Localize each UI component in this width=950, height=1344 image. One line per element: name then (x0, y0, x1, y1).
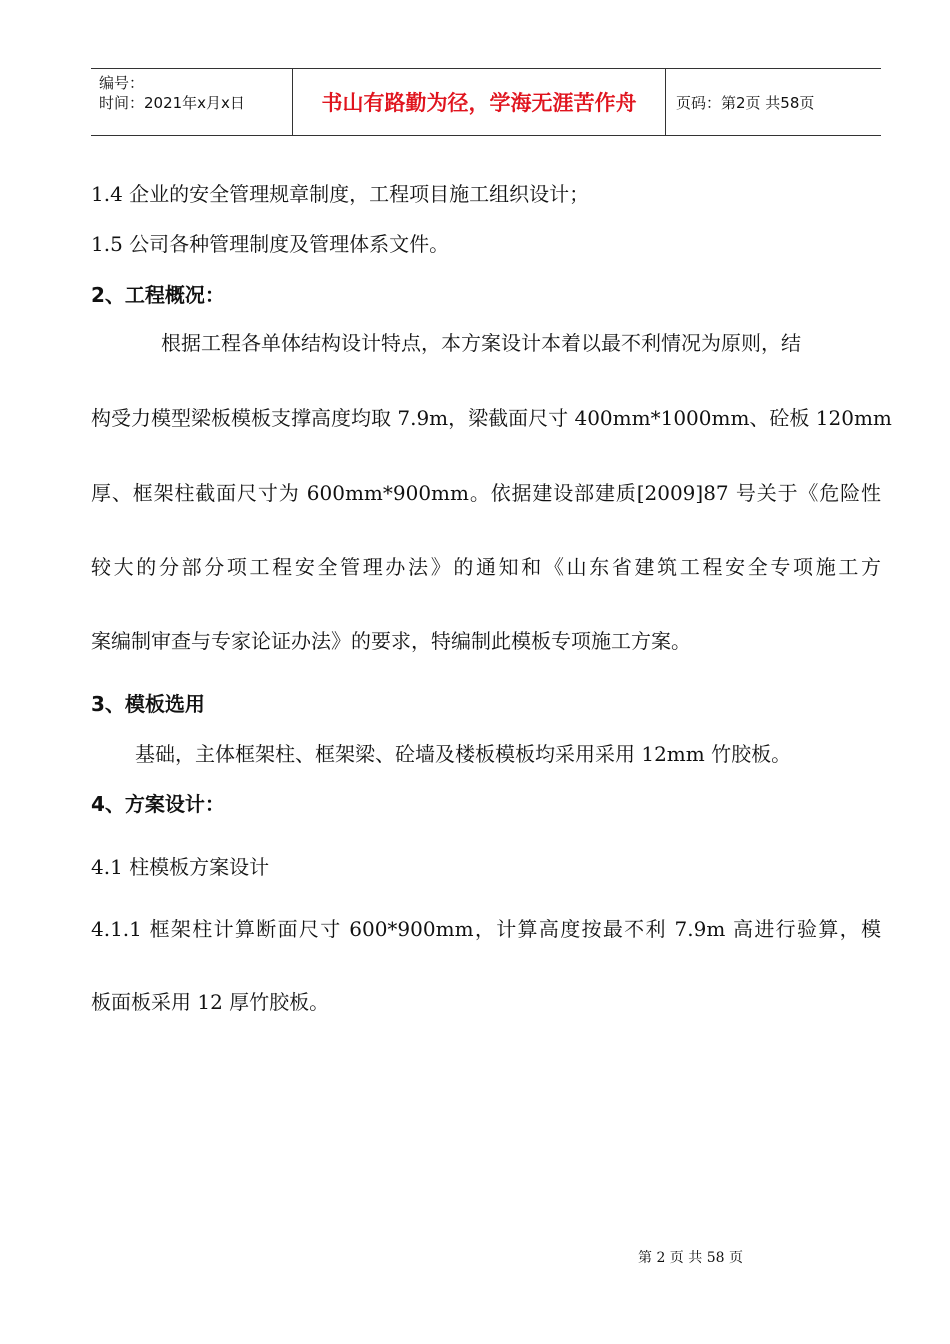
paragraph-line-1: 根据工程各单体结构设计特点，本方案设计本着以最不利情况为原则，结 (161, 331, 801, 355)
line-1-4: 1.4 企业的安全管理规章制度，工程项目施工组织设计； (91, 182, 590, 206)
heading-section-3: 3、模板选用 (91, 692, 205, 716)
paragraph-line-8: 板面板采用 12 厚竹胶板。 (91, 990, 330, 1014)
line-1-5: 1.5 公司各种管理制度及管理体系文件。 (91, 232, 450, 256)
subheading-4-1: 4.1 柱模板方案设计 (91, 855, 270, 879)
header-meta (91, 69, 293, 135)
paragraph-line-2: 构受力模型梁板模板支撑高度均取 7.9m，梁截面尺寸 400mm*1000mm、砼板 120mm (91, 406, 892, 430)
page-footer: 第 2 页 共 58 页 (638, 1250, 743, 1266)
paragraph-line-6: 基础，主体框架柱、框架梁、砼墙及楼板模板均采用采用 12mm 竹胶板。 (135, 742, 792, 766)
heading-section-4: 4、方案设计： (91, 792, 225, 816)
paragraph-line-3: 厚、框架柱截面尺寸为 600mm*900mm。依据建设部建质[2009]87 号关于《危险性 (91, 481, 881, 505)
header-date-label: 时间：2021年x月x日 (99, 94, 245, 112)
paragraph-line-7: 4.1.1 框架柱计算断面尺寸 600*900mm，计算高度按最不利 7.9m 高进行验算，模 (91, 917, 881, 941)
page-header (91, 68, 881, 136)
header-page-info: 页码：第2页 共58页 (676, 93, 815, 112)
header-code-label: 编号： (99, 74, 145, 92)
header-motto: 书山有路勤为径，学海无涯苦作舟 (293, 69, 666, 135)
heading-section-2: 2、工程概况： (91, 283, 225, 307)
paragraph-line-5: 案编制审查与专家论证办法》的要求，特编制此模板专项施工方案。 (91, 629, 691, 653)
paragraph-line-4: 较大的分部分项工程安全管理办法》的通知和《山东省建筑工程安全专项施工方 (91, 555, 881, 579)
